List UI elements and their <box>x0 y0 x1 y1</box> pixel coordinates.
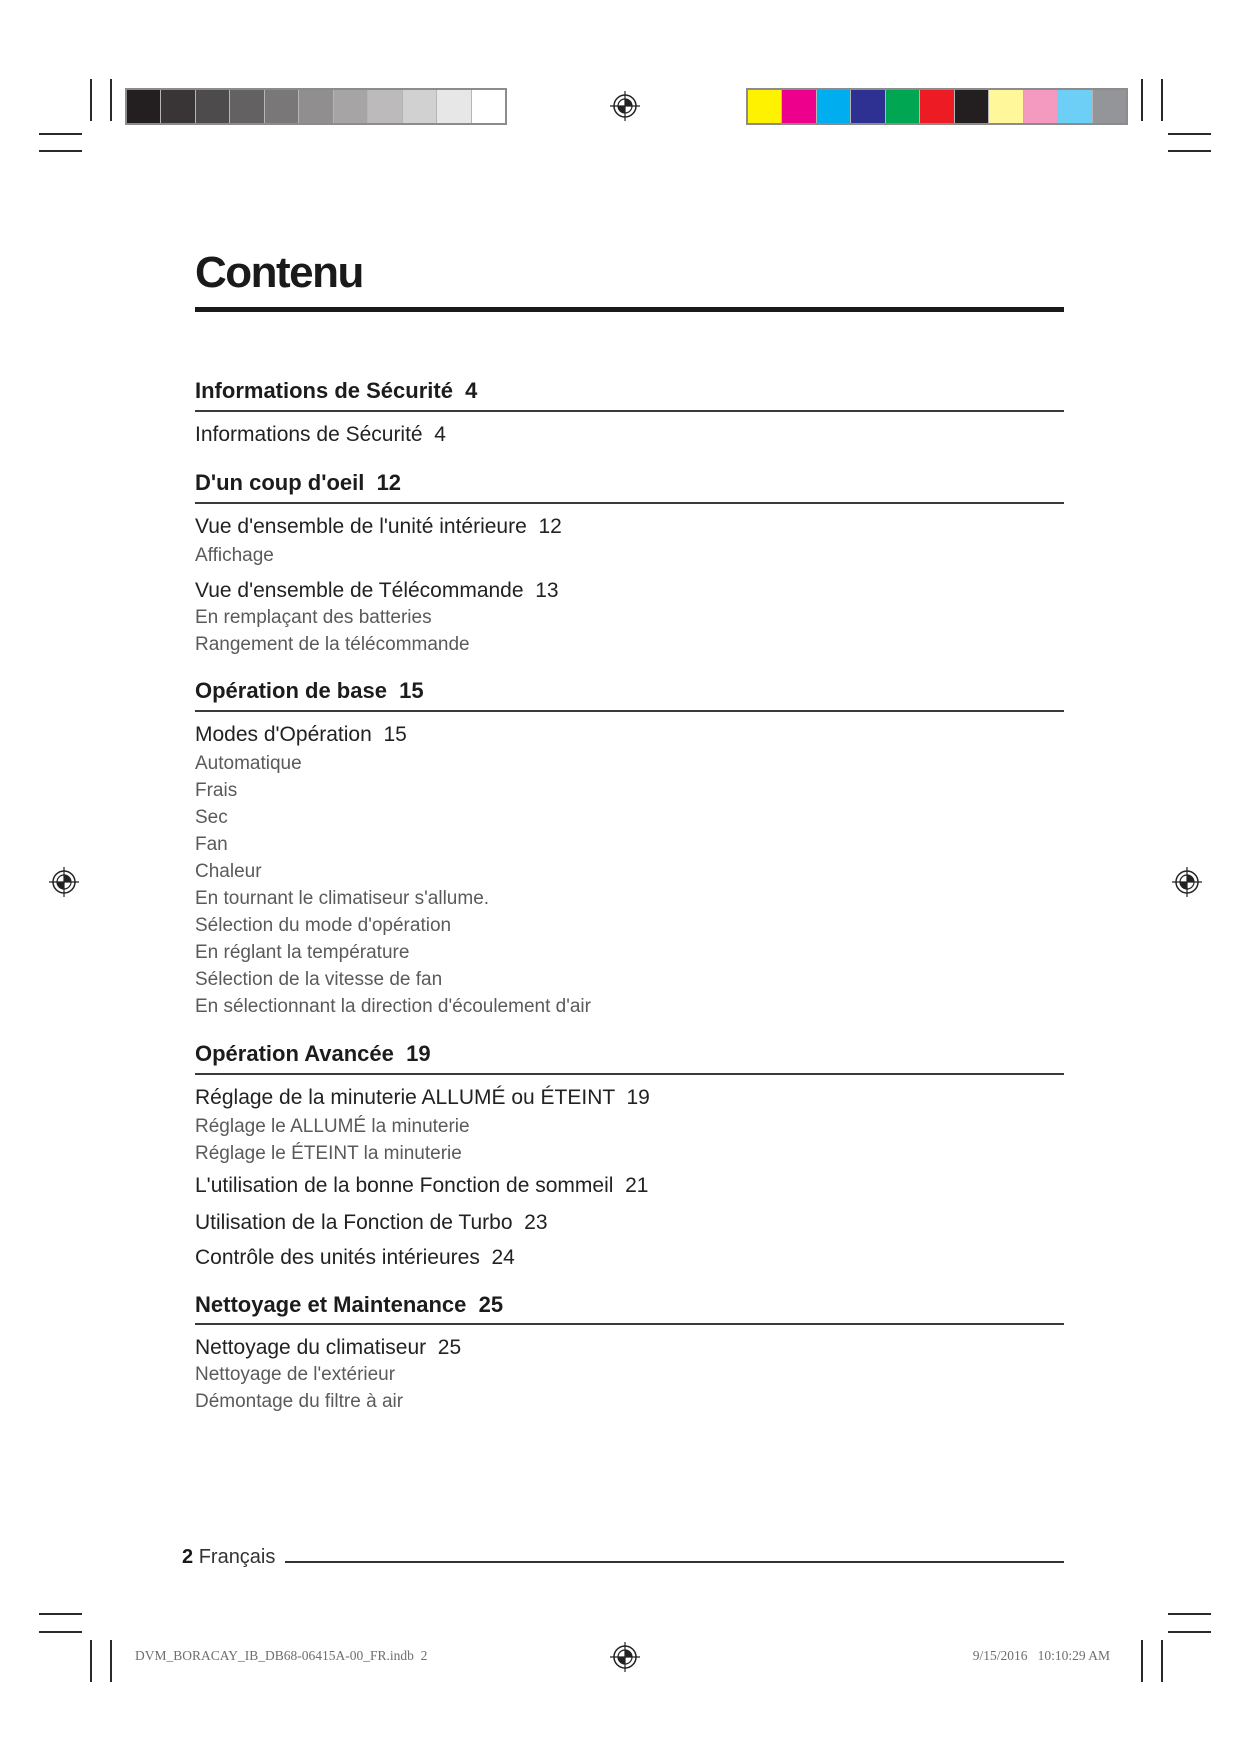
toc-subentry: En tournant le climatiseur s'allume. <box>195 888 490 909</box>
color-strip <box>746 88 1128 125</box>
gray-swatch <box>403 90 437 123</box>
toc-subentry: Réglage le ALLUMÉ la minuterie <box>195 1116 470 1137</box>
toc-subentry: Chaleur <box>195 861 262 882</box>
gray-swatch <box>368 90 402 123</box>
toc-subentry: Affichage <box>195 545 274 566</box>
color-swatch <box>851 90 885 123</box>
registration-mark-icon <box>48 866 80 898</box>
toc-entry: Contrôle des unités intérieures 24 <box>195 1246 515 1269</box>
crop-mark <box>1161 1640 1163 1682</box>
toc-subentry: Fan <box>195 834 228 855</box>
toc-section-heading: Nettoyage et Maintenance 25 <box>195 1292 504 1317</box>
toc-subentry: Sec <box>195 807 228 828</box>
section-divider <box>195 1073 1064 1075</box>
toc-entry: Vue d'ensemble de l'unité intérieure 12 <box>195 515 562 538</box>
crop-mark <box>39 133 82 135</box>
color-swatch <box>1093 90 1126 123</box>
toc-section-heading: D'un coup d'oeil 12 <box>195 470 402 495</box>
toc-section-heading: Opération Avancée 19 <box>195 1041 431 1066</box>
crop-mark <box>1141 1640 1143 1682</box>
toc-entry: L'utilisation de la bonne Fonction de sommeil 21 <box>195 1174 649 1197</box>
toc-entry: Modes d'Opération 15 <box>195 723 407 746</box>
toc-subentry: Sélection de la vitesse de fan <box>195 969 443 990</box>
color-swatch <box>989 90 1023 123</box>
toc-subentry: Sélection du mode d'opération <box>195 915 452 936</box>
gray-swatch <box>265 90 299 123</box>
gray-swatch <box>472 90 505 123</box>
title-divider <box>195 307 1064 312</box>
section-divider <box>195 410 1064 412</box>
toc-entry: Réglage de la minuterie ALLUMÉ ou ÉTEINT 19 <box>195 1086 650 1109</box>
crop-mark <box>39 1613 82 1615</box>
crop-mark <box>1168 1613 1211 1615</box>
crop-mark <box>1168 133 1211 135</box>
gray-swatch <box>437 90 471 123</box>
footer-divider <box>285 1561 1064 1563</box>
toc-subentry: En remplaçant des batteries <box>195 607 432 628</box>
crop-mark <box>1168 150 1211 152</box>
toc-subentry: Réglage le ÉTEINT la minuterie <box>195 1143 462 1164</box>
registration-mark-icon <box>609 90 641 122</box>
toc-entry: Utilisation de la Fonction de Turbo 23 <box>195 1211 548 1234</box>
crop-mark <box>110 1640 112 1682</box>
color-swatch <box>955 90 989 123</box>
crop-mark <box>90 1640 92 1682</box>
slug-timestamp: 9/15/2016 10:10:29 AM <box>972 1648 1110 1663</box>
grayscale-strip <box>125 88 507 125</box>
gray-swatch <box>299 90 333 123</box>
section-divider <box>195 1323 1064 1325</box>
toc-entry: Vue d'ensemble de Télécommande 13 <box>195 579 559 602</box>
crop-mark <box>90 79 92 121</box>
toc-subentry: Démontage du filtre à air <box>195 1391 404 1412</box>
toc-section-heading: Informations de Sécurité 4 <box>195 378 478 403</box>
crop-mark <box>39 1631 82 1633</box>
gray-swatch <box>334 90 368 123</box>
gray-swatch <box>196 90 230 123</box>
color-swatch <box>1058 90 1092 123</box>
gray-swatch <box>230 90 264 123</box>
color-swatch <box>782 90 816 123</box>
toc-subentry: Frais <box>195 780 238 801</box>
registration-mark-icon <box>609 1641 641 1673</box>
crop-mark <box>1161 79 1163 121</box>
gray-swatch <box>161 90 195 123</box>
toc-entry: Nettoyage du climatiseur 25 <box>195 1336 462 1359</box>
crop-mark <box>39 150 82 152</box>
gray-swatch <box>127 90 161 123</box>
toc-section-heading: Opération de base 15 <box>195 678 424 703</box>
section-divider <box>195 710 1064 712</box>
color-swatch <box>920 90 954 123</box>
toc-subentry: Rangement de la télécommande <box>195 634 470 655</box>
color-swatch <box>748 90 782 123</box>
color-swatch <box>886 90 920 123</box>
color-swatch <box>1024 90 1058 123</box>
page-number: 2 <box>182 1546 194 1568</box>
crop-mark <box>1141 79 1143 121</box>
crop-mark <box>110 79 112 121</box>
page-title: Contenu <box>195 248 363 297</box>
toc-subentry: Nettoyage de l'extérieur <box>195 1364 396 1385</box>
slug-file-name: DVM_BORACAY_IB_DB68-06415A-00_FR.indb 2 <box>135 1648 428 1663</box>
section-divider <box>195 502 1064 504</box>
color-swatch <box>817 90 851 123</box>
crop-mark <box>1168 1631 1211 1633</box>
toc-subentry: En sélectionnant la direction d'écoulement d'air <box>195 996 591 1017</box>
footer-language: Français <box>198 1546 276 1568</box>
toc-subentry: En réglant la température <box>195 942 410 963</box>
registration-mark-icon <box>1171 866 1203 898</box>
toc-subentry: Automatique <box>195 753 302 774</box>
toc-entry: Informations de Sécurité 4 <box>195 423 446 446</box>
page-footer <box>182 1543 275 1571</box>
